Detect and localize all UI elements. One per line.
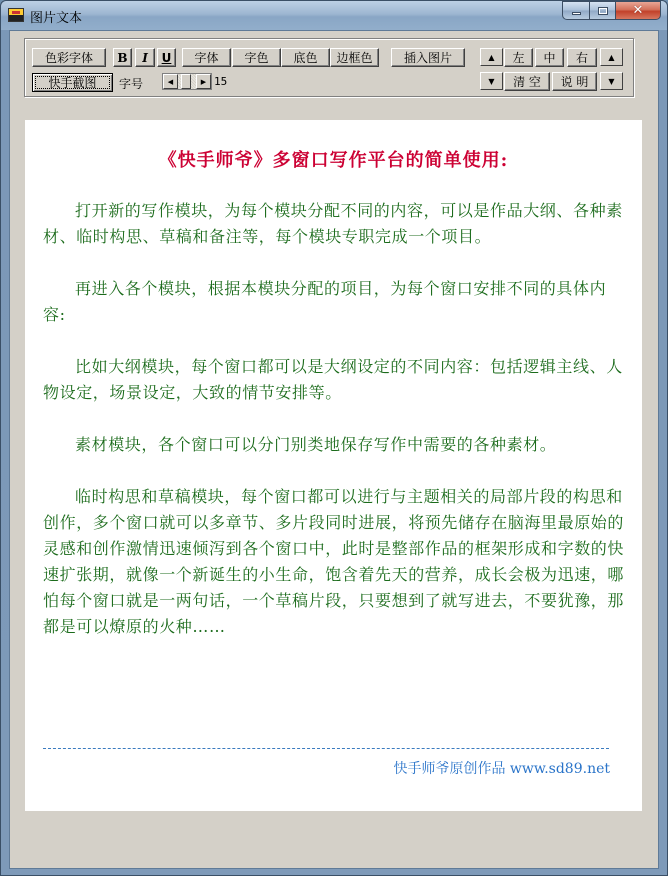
slider-thumb[interactable] — [181, 74, 191, 89]
paragraph: 打开新的写作模块，为每个模块分配不同的内容，可以是作品大纲、各种素材、临时构思、草稿和备注等，每个模块专职完成一个项目。 — [43, 201, 623, 246]
divider — [43, 748, 609, 749]
paragraph: 再进入各个模块，根据本模块分配的项目，为每个窗口安排不同的具体内容: — [43, 279, 607, 324]
background-color-button[interactable]: 底色 — [281, 48, 330, 67]
window-title: 图片文本 — [30, 11, 83, 26]
format-toolbar — [24, 38, 634, 97]
spin-down-left-button[interactable] — [480, 72, 503, 90]
minimize-button[interactable] — [562, 1, 589, 20]
align-right-button[interactable]: 右 — [567, 48, 597, 67]
triangle-up-icon: ▲ — [488, 52, 495, 62]
signature: 快手师爷原创作品 www.sd89.net — [393, 761, 610, 777]
border-color-button[interactable]: 边框色 — [330, 48, 379, 67]
document-title: 《快手师爷》多窗口写作平台的简单使用: — [158, 150, 509, 171]
maximize-button[interactable] — [589, 1, 615, 20]
color-font-button[interactable]: 色彩字体 — [32, 48, 106, 67]
close-icon: ✕ — [632, 3, 644, 18]
insert-image-button[interactable]: 插入图片 — [391, 48, 465, 67]
triangle-down-icon: ▼ — [488, 76, 495, 86]
document-body[interactable] — [43, 198, 625, 666]
app-icon[interactable] — [8, 8, 24, 22]
font-color-button[interactable]: 字色 — [232, 48, 281, 67]
font-size-slider[interactable] — [162, 73, 212, 90]
title-bar[interactable] — [1, 1, 667, 30]
scroll-right-icon[interactable]: ▶ — [196, 74, 211, 89]
spin-up-left-button[interactable] — [480, 48, 503, 66]
paragraph: 临时构思和草稿模块，每个窗口都可以进行与主题相关的局部片段的构思和创作，多个窗口就可以多章节、多片段同时进展，将预先储存在脑海里最原始的灵感和创作激情迅速倾泻到各个窗口中，此时是整部作品的框架形成和字数的快速扩张期，就像一个新诞生的小生命，饱含着先天的营养，成长会极为迅速，哪怕每个窗口就是一两句话，一个草稿片段，只要想到了就写进去，不要犹豫，那都是可以燎原的火种…… — [43, 487, 625, 636]
client-area — [9, 30, 659, 869]
font-size-value: 15 — [214, 75, 228, 88]
minimize-icon — [572, 12, 581, 15]
help-button[interactable]: 说 明 — [552, 72, 597, 91]
align-left-button[interactable]: 左 — [504, 48, 533, 67]
clear-button[interactable]: 清 空 — [504, 72, 550, 91]
caption-buttons — [562, 1, 661, 20]
quick-screenshot-button[interactable]: 快手截图 — [32, 73, 113, 92]
paragraph: 素材模块，各个窗口可以分门别类地保存写作中需要的各种素材。 — [75, 435, 557, 454]
triangle-up-icon: ▲ — [608, 52, 615, 62]
document-area[interactable] — [25, 120, 642, 811]
paragraph: 比如大纲模块，每个窗口都可以是大纲设定的不同内容：包括逻辑主线、人物设定，场景设定，大致的情节安排等。 — [43, 357, 623, 402]
italic-button[interactable]: I — [135, 48, 155, 67]
close-button[interactable] — [615, 1, 661, 20]
scroll-left-icon[interactable]: ◀ — [163, 74, 178, 89]
maximize-icon — [598, 7, 608, 15]
font-size-label: 字号 — [119, 77, 144, 91]
spin-up-right-button[interactable] — [600, 48, 623, 66]
align-center-button[interactable]: 中 — [535, 48, 564, 67]
bold-button[interactable]: B — [113, 48, 132, 67]
spin-down-right-button[interactable] — [600, 72, 623, 90]
underline-button[interactable]: U — [157, 48, 176, 67]
triangle-down-icon: ▼ — [608, 76, 615, 86]
font-button[interactable]: 字体 — [182, 48, 231, 67]
